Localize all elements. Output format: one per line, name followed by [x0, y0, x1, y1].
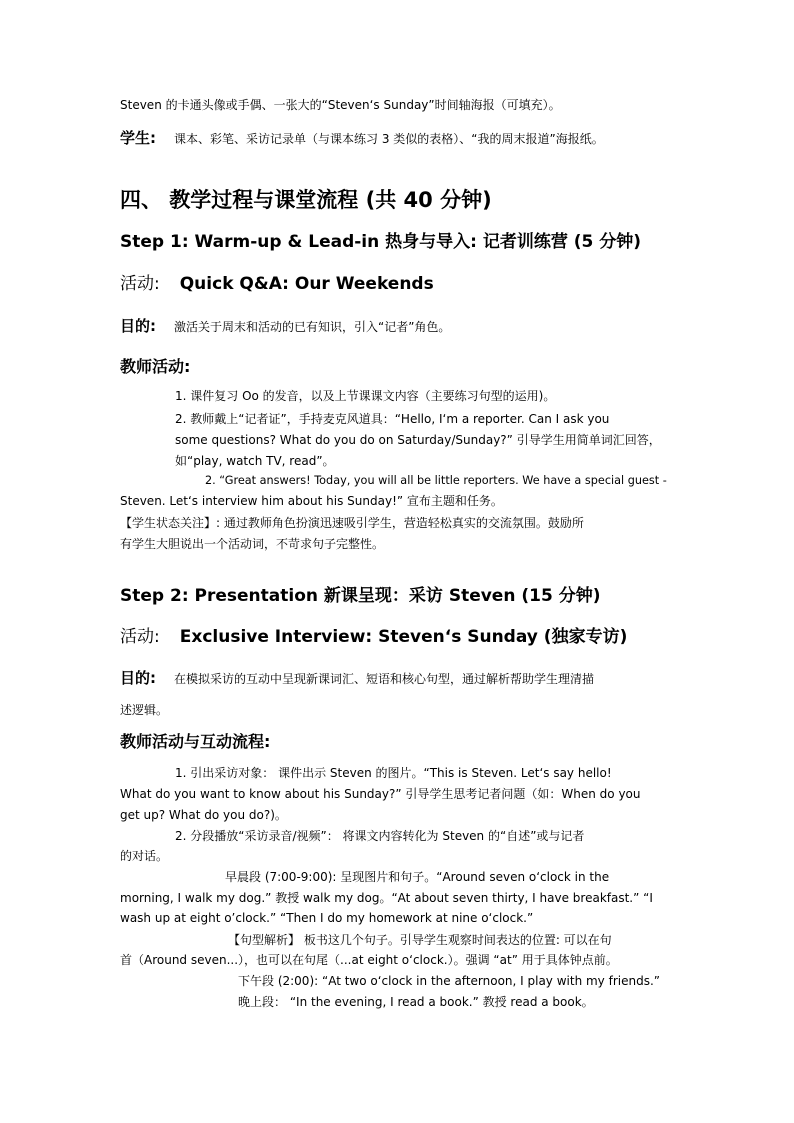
- teacher-materials-line: Steven 的卡通头像或手偶、一张大的“Steven‘s Sunday”时间轴海报（可填充）。: [120, 98, 561, 112]
- step2-goal-text: 在模拟采访的互动中呈现新课词汇、短语和核心句型，通过解析帮助学生理清描: [174, 672, 595, 686]
- step2-line: morning, I walk my dog.” 教授 walk my dog。“At about seven thirty, I have breakfast.” “I: [120, 891, 653, 905]
- step2-line: 2. 分段播放“采访录音/视频”： 将课文内容转化为 Steven 的“自述”或与记者: [175, 829, 585, 843]
- step2-line: 早晨段 (7:00-9:00): 呈现图片和句子。“Around seven o‘clock in the: [225, 870, 610, 884]
- step2-line: 【句型解析】 板书这几个句子。引导学生观察时间表达的位置: 可以在句: [228, 933, 612, 947]
- step2-line: What do you want to know about his Sunday?” 引导学生思考记者问题（如：When do you: [120, 787, 641, 801]
- step2-line: 下午段 (2:00): “At two o‘clock in the afternoon, I play with my friends.”: [238, 974, 660, 988]
- step1-line: 1. 课件复习 Oo 的发音，以及上节课课文内容（主要练习句型的运用)。: [175, 389, 556, 403]
- student-materials-text: 课本、彩笔、采访记录单（与课本练习 3 类似的表格）、“我的周末报道”海报纸。: [174, 132, 604, 146]
- student-label: 学生:: [120, 129, 156, 147]
- step2-teacher-heading: 教师活动与互动流程:: [120, 732, 271, 751]
- student-materials-line: [120, 126, 676, 151]
- step1-line: 【学生状态关注】: 通过教师角色扮演迅速吸引学生，营造轻松真实的交流氛围。鼓励所: [120, 516, 584, 530]
- step1-line: 2. “Great answers! Today, you will all be little reporters. We have a special guest -: [205, 474, 667, 487]
- step1-line: 2. 教师戴上“记者证”，手持麦克风道具：“Hello, I‘m a reporter. Can I ask you: [175, 412, 610, 426]
- step2-activity-value: Exclusive Interview: Steven‘s Sunday (独家专访): [179, 627, 628, 647]
- step2-title: Step 2: Presentation 新课呈现：采访 Steven (15 分钟): [120, 586, 601, 606]
- step1-activity-value: Quick Q&A: Our Weekends: [179, 274, 434, 294]
- step2-goal-label: 目的:: [120, 669, 156, 687]
- section-title: 四、 教学过程与课堂流程 (共 40 分钟): [120, 188, 492, 212]
- step2-line: wash up at eight o’clock.” “Then I do my homework at nine o‘clock.”: [120, 911, 534, 925]
- step1-goal: [120, 314, 676, 339]
- step2-line: 1. 引出采访对象： 课件出示 Steven 的图片。“This is Steven. Let‘s say hello!: [175, 766, 612, 780]
- step1-line: some questions? What do you do on Saturday/Sunday?” 引导学生用简单词汇回答，: [175, 433, 661, 447]
- step2-line: 晚上段： “In the evening, I read a book.” 教授 read a book。: [238, 995, 594, 1009]
- step1-teacher-heading: 教师活动:: [120, 357, 191, 376]
- step2-line: 首（Around seven...），也可以在句尾（...at eight o‘clock.）。强调 “at” 用于具体钟点前。: [120, 953, 618, 967]
- step1-activity-label: 活动:: [120, 274, 160, 294]
- step2-goal-text-2: 述逻辑。: [120, 703, 169, 717]
- step1-title: Step 1: Warm-up & Lead-in 热身与导入: 记者训练营 (5 分钟): [120, 232, 642, 252]
- step1-goal-label: 目的:: [120, 317, 156, 335]
- step1-line: 有学生大胆说出一个活动词，不苛求句子完整性。: [120, 537, 385, 551]
- step1-activity: [120, 271, 676, 297]
- step1-line: 如“play, watch TV, read”。: [175, 454, 335, 468]
- step2-goal: [120, 666, 676, 691]
- step2-line: 的对话。: [120, 849, 169, 863]
- step2-activity: [120, 624, 676, 650]
- step1-line: Steven. Let‘s interview him about his Sunday!” 宣布主题和任务。: [120, 494, 503, 508]
- step2-activity-label: 活动:: [120, 627, 160, 647]
- step1-goal-text: 激活关于周末和活动的已有知识，引入“记者”角色。: [174, 320, 451, 334]
- step2-line: get up? What do you do?)。: [120, 808, 287, 822]
